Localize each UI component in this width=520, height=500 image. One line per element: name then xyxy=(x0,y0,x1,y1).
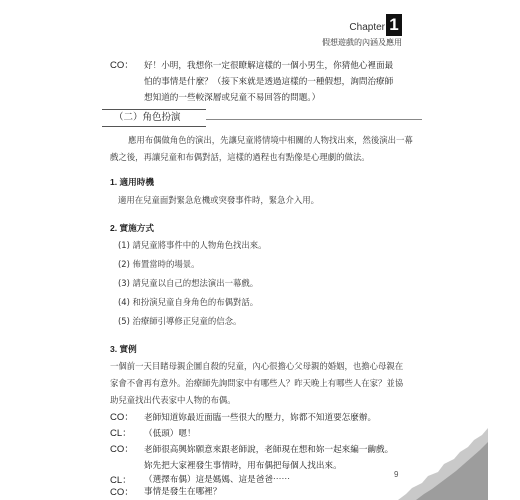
chapter-number: 1 xyxy=(386,14,402,36)
chapter-title: 假想遊戲的內涵及應用 xyxy=(322,38,402,47)
speaker-label: CO： xyxy=(110,487,134,498)
dialog-text: 老師知道妳最近面臨一些很大的壓力，妳都不知道要怎麼辦。 xyxy=(144,413,377,423)
example-dialog-row xyxy=(110,486,370,499)
dialog-text: 老師很高興妳願意來跟老師說，老師現在想和妳一起來編一齣戲。 xyxy=(144,445,394,455)
speaker-label: CO： xyxy=(110,60,134,71)
paragraph-line: 助兒童找出代表家中人物的布偶。 xyxy=(110,395,236,405)
chapter-word: Chapter xyxy=(349,22,385,33)
dialog-text: 妳先把大家裡發生事情時，用布偶把每個人找出來。 xyxy=(144,461,342,471)
speaker-label: CL： xyxy=(110,428,132,439)
method-step: (1) 請兒童將事件中的人物角色找出來。 xyxy=(118,240,267,250)
dialog-text: 怕的事情是什麼？（接下來就是透過這樣的一種假想，詢問治療師 xyxy=(144,77,394,87)
paragraph-line: 家會不會再有意外。治療師先詢問家中有哪些人？昨天晚上有哪些人在家？並協 xyxy=(110,378,404,388)
dialog-text: 好！小明，我想你一定很瞭解這樣的一個小男生，你猜他心裡面最 xyxy=(144,61,394,71)
dialog-text: （低頭）嗯！ xyxy=(144,429,196,439)
dialog-text: （選擇布偶）這是媽媽、這是爸爸⋯⋯ xyxy=(144,475,291,485)
speaker-label: CO： xyxy=(110,412,134,423)
paragraph-line: 應用布偶做角色的演出，先讓兒童將情境中相關的人物找出來，然後演出一幕 xyxy=(128,135,413,145)
dialog-text: 想知道的一些較深層或兒童不易回答的問題。） xyxy=(144,93,321,103)
example-dialog-row xyxy=(110,410,416,426)
page-number: 9 xyxy=(394,470,399,479)
section-paragraph xyxy=(110,132,416,166)
torn-corner-graphic xyxy=(398,428,488,500)
method-step: (3) 請兒童以自己的想法演出一幕戲。 xyxy=(118,278,259,288)
timing-text: 適用在兒童面對緊急危機或突發事件時，緊急介入用。 xyxy=(118,195,319,205)
speaker-label: CL： xyxy=(110,475,132,486)
speaker-label: CO： xyxy=(110,444,134,455)
method-step: (2) 佈置當時的場景。 xyxy=(118,259,200,269)
chapter-header xyxy=(322,14,402,48)
dialog-text: 事情是發生在哪裡？ xyxy=(144,487,222,497)
section-heading: （二）角色扮演 xyxy=(102,109,206,127)
intro-dialog xyxy=(110,58,416,106)
example-dialog-row xyxy=(110,442,416,474)
method-step: (5) 治療師引導修正兒童的信念。 xyxy=(118,316,242,326)
timing-heading: 1. 適用時機 xyxy=(110,177,154,187)
method-heading: 2. 實施方式 xyxy=(110,223,154,233)
paragraph-line: 一個前一天目睹母親企圖自殺的兒童，內心很擔心父母親的婚姻，也擔心母親在 xyxy=(110,361,404,371)
example-paragraph xyxy=(110,358,416,409)
method-step: (4) 和扮演兒童自身角色的布偶對話。 xyxy=(118,297,259,307)
example-heading: 3. 實例 xyxy=(110,344,137,354)
section-rule xyxy=(206,119,422,120)
example-dialog-row xyxy=(110,426,416,442)
paragraph-line: 戲之後，再讓兒童和布偶對話，這樣的過程也有點像是心理劇的做法。 xyxy=(110,152,370,162)
